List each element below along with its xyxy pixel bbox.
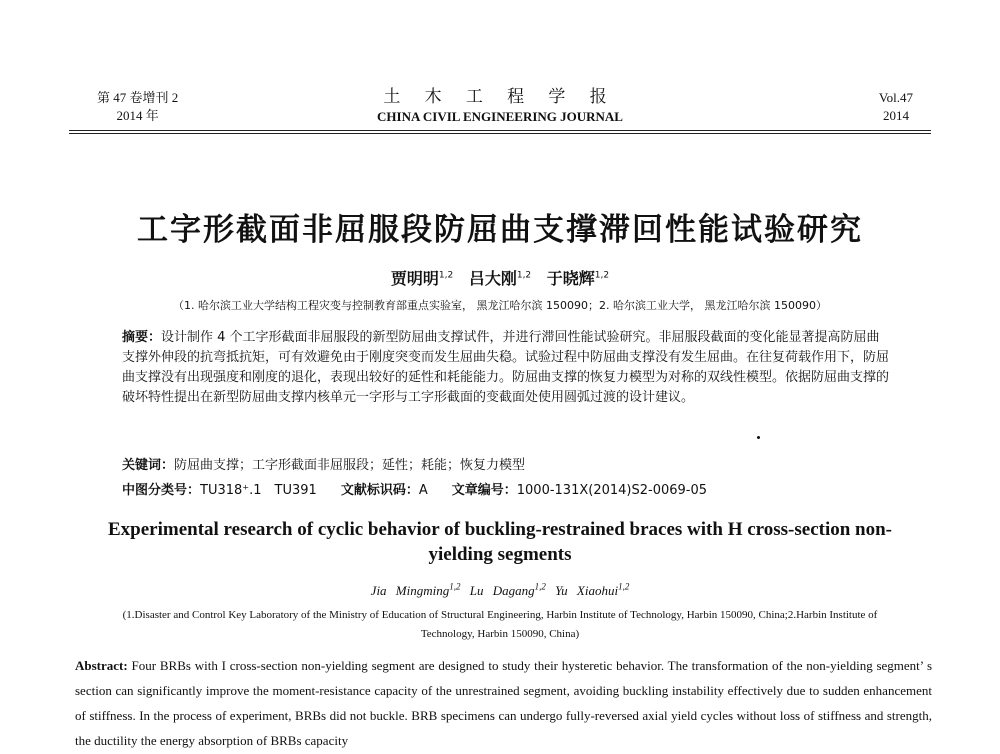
- volume-year: 2014: [882, 108, 909, 123]
- abstract-en-text: Four BRBs with I cross-section non-yielding segment are designed to study their hysteretic behavior. The transformation of the non-yielding segment’ s section can significantly improve the moment-resistance capacity of the unrestrained segment, avoiding buckling instability effectively due to sudden enhancement of stiffness. In the process of experiment, BRBs did not buckle. BRB specimens can undergo fully-reversed axial yield cycles without loss of stiffness and strength, the ductility the energy absorption of BRBs capacity: [75, 658, 933, 748]
- stray-dot: [757, 436, 760, 439]
- affiliation-en: (1.Disaster and Control Key Laboratory of the Ministry of Education of Structural Engineering, Harbin Institute of Technology, Harbin 150090, China;2.Harbin Institute of Technology, Harbin 150090, China): [122, 609, 878, 640]
- volume-label: Vol.47: [878, 90, 913, 105]
- keywords-cn: [122, 456, 892, 476]
- clc-value: TU318⁺.1 TU391: [200, 483, 317, 498]
- author-en: Yu Xiaohui$^{1,2}$: [555, 582, 630, 599]
- issue-label: 第 47 卷增刊 2: [97, 90, 179, 105]
- author-cn: 于晓辉$^{1,2}$: [546, 269, 610, 288]
- article-no-label: 文章编号：: [451, 483, 517, 498]
- abstract-cn-label: 摘要：: [122, 330, 162, 345]
- author-cn: 吕大刚$^{1,2}$: [468, 269, 532, 288]
- journal-volume-en: [879, 89, 913, 125]
- paper-title-cn: 工字形截面非屈服段防屈曲支撑滞回性能试验研究: [137, 212, 863, 248]
- author-en: Lu Dagang$^{1,2}$: [469, 582, 546, 599]
- keywords-cn-label: 关键词：: [122, 458, 175, 473]
- journal-name: [0, 87, 1000, 126]
- header-rule-top: [69, 130, 931, 131]
- keywords-cn-text: 防屈曲支撑；工字形截面非屈服段；延性；耗能；恢复力模型: [174, 458, 526, 473]
- author-cn: 贾明明$^{1,2}$: [390, 269, 454, 288]
- paper-title-en: Experimental research of cyclic behavior of buckling-restrained braces with H cross-section non-yielding segments: [107, 519, 893, 565]
- author-en: Jia Mingming$^{1,2}$: [370, 582, 461, 599]
- journal-name-cn: 土 木 工 程 学 报: [383, 87, 617, 106]
- classification-cn: [122, 481, 892, 501]
- doc-code-label: 文献标识码：: [340, 483, 419, 498]
- abstract-en-label: Abstract:: [75, 658, 128, 673]
- abstract-en: [75, 653, 932, 753]
- author-list-en: [0, 582, 1000, 599]
- article-no-value: 1000-131X(2014)S2-0069-05: [516, 483, 708, 498]
- doc-code-value: A: [418, 483, 428, 498]
- issue-year: 2014 年: [116, 108, 159, 123]
- clc-label: 中图分类号：: [122, 483, 201, 498]
- author-list-cn: [0, 266, 1000, 289]
- header-rule-bottom: [69, 133, 931, 134]
- abstract-cn-text: 设计制作 4 个工字形截面非屈服段的新型防屈曲支撑试件，并进行滞回性能试验研究。非屈服段截面的变化能显著提高防屈曲支撑外伸段的抗弯抵抗矩，可有效避免由于刚度突变而发生屈曲失稳。试验过程中防屈曲支撑没有发生屈曲。在往复荷载作用下，防屈曲支撑没有出现强度和刚度的退化，表现出较好的延性和耗能能力。防屈曲支撑的恢复力模型为对称的双线性模型。依据防屈曲支撑的破坏特性提出在新型防屈曲支撑内核单元一字形与工字形截面的变截面处使用圆弧过渡的设计建议。: [122, 330, 890, 405]
- abstract-cn: [122, 328, 892, 408]
- affiliation-cn: （1. 哈尔滨工业大学结构工程灾变与控制教育部重点实验室， 黑龙江哈尔滨 150090；2. 哈尔滨工业大学， 黑龙江哈尔滨 150090）: [173, 299, 827, 312]
- journal-name-en: CHINA CIVIL ENGINEERING JOURNAL: [377, 109, 623, 124]
